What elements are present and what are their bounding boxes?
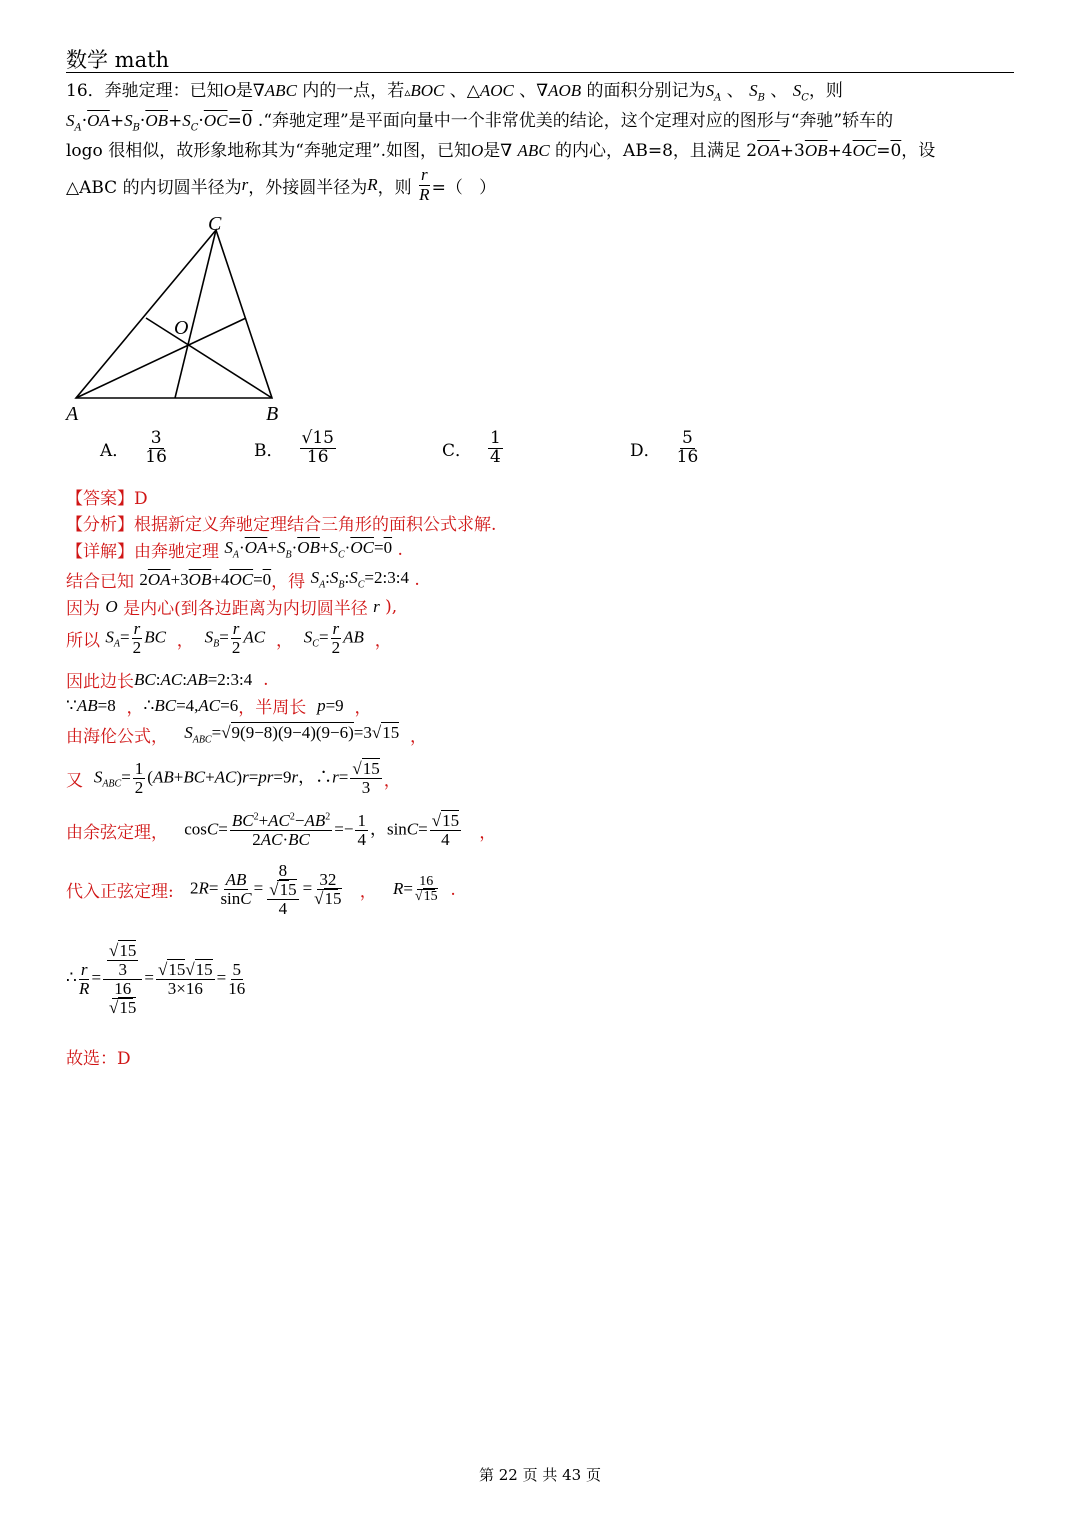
header-divider — [66, 72, 1014, 73]
label-o: O — [174, 317, 189, 339]
option-b — [254, 430, 338, 467]
step-3: 所以 $S_A=$ $\frac{r}{2}$ BC ， $S_B=$ $\frac{r}{2}$ AC ， $S_C=$ $\frac{r}{2}$ AB ， — [66, 619, 392, 657]
option-d-den: 16 — [676, 446, 699, 467]
detail-line: 【详解】由奔驰定理 $S_A\cdot\overline{OA}+S_B\cdot\overline{OB}+S_C\cdot\overline{OC}=0$ . — [66, 538, 403, 562]
step-4: 因此边长 BC:AC:AB=2:3:4 . — [66, 669, 269, 692]
option-c — [442, 430, 505, 467]
option-b-num: √15 — [301, 428, 334, 448]
option-c-num: 1 — [490, 428, 501, 448]
step-7: 又 $S_{ABC}=$ $\frac{1}{2}$ (AB+BC+AC)r=pr=9r，∴r= $\frac{√15}{3}$ ， — [66, 759, 401, 797]
option-a-num: 3 — [150, 428, 162, 448]
step-10: ∴ $\frac{r}{R}$ = $\frac{\frac{√15}{3}}{\frac{16}{√15}}$ = $\frac{√15√15}{3\times 16}$ = $\frac{5}{16}$ — [66, 941, 246, 1017]
label-a: A — [66, 403, 79, 425]
option-d-label: D． — [630, 440, 661, 461]
analysis-line: 【分析】根据新定义奔驰定理结合三角形的面积公式求解. — [66, 515, 497, 535]
option-c-label: C． — [442, 440, 473, 461]
option-a — [100, 430, 169, 467]
option-a-label: A． — [100, 440, 130, 461]
page-header-title: 数学 math — [66, 48, 170, 72]
question-line-2: $S_A\cdot\overline{OA}+S_B\cdot\overline{OB}+S_C\cdot\overline{OC}=0$ .“奔驰定理”是平面向量中一个非常优美的结论，这个定理对应的图形与“奔驰”轿车的 — [66, 111, 894, 134]
option-d-num: 5 — [682, 428, 693, 448]
label-b: B — [266, 403, 279, 425]
step-5: ∵AB=8 ， ∴BC=4,AC=6 ，半周长 p=9 ， — [66, 695, 372, 718]
option-b-label: B． — [254, 440, 284, 461]
step-1: 结合已知 $2\overline{OA}+3\overline{OB}+4\overline{OC}=0$ ，得 $S_A:S_B:S_C=2:3:4$ . — [66, 568, 420, 592]
question-line-4: △ABC 的内切圆半径为 r ，外接圆半径为 R ，则 $\frac{r}{R}$ =（ ） — [66, 165, 497, 204]
option-b-den: 16 — [306, 446, 329, 467]
step-2: 因为 O 是内心(到各边距离为内切圆半径 r ), — [66, 596, 398, 619]
triangle-abc — [76, 230, 272, 398]
option-a-den: 16 — [145, 446, 167, 467]
answer-line: 【答案】D — [66, 489, 148, 509]
option-c-den: 4 — [490, 446, 501, 467]
triangle-figure — [60, 210, 300, 425]
line-a-to-bc — [76, 318, 246, 398]
question-line-3: logo 很相似，故形象地称其为“奔驰定理”.如图，已知O是∇ ABC 的内心，AB=8，且满足 $2\overline{OA}+3\overline{OB}+4\overline{OC}=0$，设 — [66, 141, 936, 161]
label-c: C — [208, 213, 222, 235]
line-b-to-ac — [146, 318, 272, 398]
step-6: 由海伦公式， $S_{ABC}=√9(9-8)(9-4)(9-6)=3√15$ ， — [66, 723, 427, 747]
final-answer: 故选：D — [66, 1049, 131, 1069]
option-d — [630, 430, 700, 467]
step-8: 由余弦定理， cosC= $\frac{BC^2+AC^2-AB^2}{2AC\cdot BC}$ =− $\frac{1}{4}$ ，sinC= $\frac{√15}{4}$ ， — [66, 811, 497, 849]
question-line-1: 16．奔驰定理：已知O是∇ABC 内的一点，若▵BOC 、△AOC 、∇AOB 的面积分别记为$S_A$ 、 $S_B$ 、 $S_C$，则 — [66, 81, 843, 104]
page-number: 第 22 页 共 43 页 — [478, 1466, 601, 1484]
step-9: 代入正弦定理: 2R= $\frac{AB}{\sin C}$ = $\frac{8}{\frac{√15}{4}}$ = $\frac{32}{√15}$ ， R= $\frac{16}{√15}$ . — [66, 861, 456, 918]
